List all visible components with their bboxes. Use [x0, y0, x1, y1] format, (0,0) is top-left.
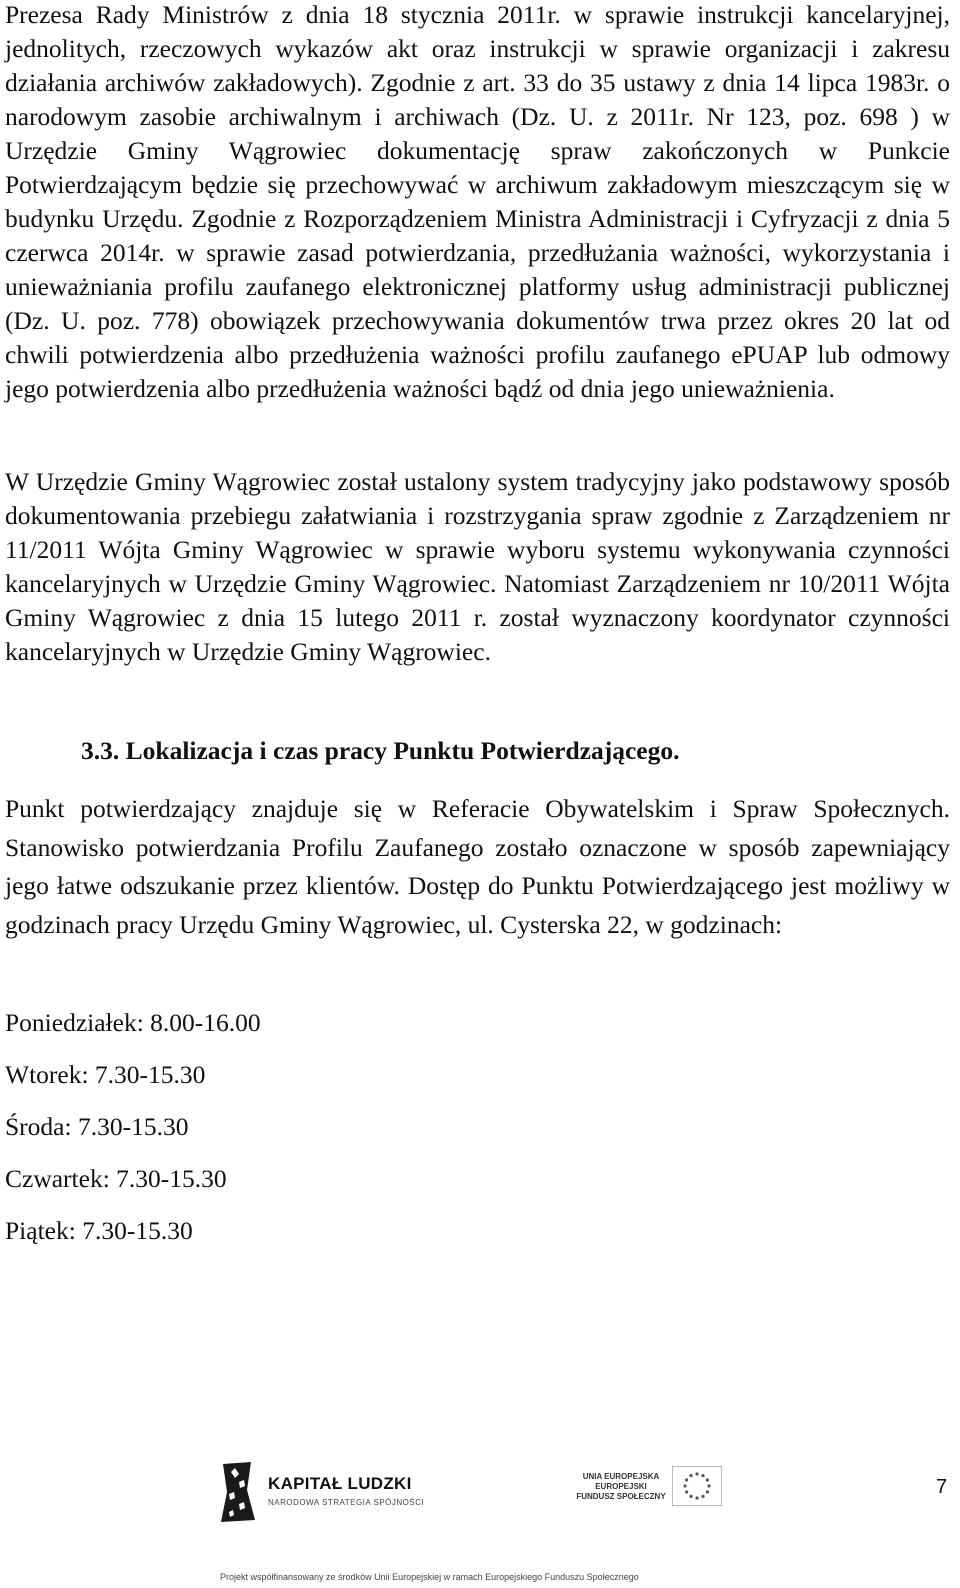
paragraph-archiving-rules: Prezesa Rady Ministrów z dnia 18 stycznia 2011r. w sprawie instrukcji kancelaryjnej, jednolitych, rzeczowych wykazów akt oraz instrukcji w sprawie organizacji i zakresu działania archiwów zakładowych). Zgodnie z art. 33 do 35 ustawy z dnia 14 lipca 1983r. o narodowym zasobie archiwalnym i archiwach (Dz. U. z 2011r. Nr 123, poz. 698 ) w Urzędzie Gminy Wągrowiec dokumentację spraw zakończonych w Punkcie Potwierdzającym będzie się przechowywać w archiwum zakładowym mieszczącym się w budynku Urzędu. Zgodnie z Rozporządzeniem Ministra Administracji i Cyfryzacji z dnia 5 czerwca 2014r. w sprawie zasad potwierdzania, przedłużania ważności, wykorzystania i unieważniania profilu zaufanego elektronicznej platformy usług administracji publicznej (Dz. U. poz. 778) obowiązek przechowywania dokumentów trwa przez okres 20 lat od chwili potwierdzenia albo przedłużenia ważności profilu zaufanego ePUAP lub odmowy jego potwierdzenia albo przedłużenia ważności bądź od dnia jego unieważnienia. [5, 0, 950, 403]
opening-hours-friday: Piątek: 7.30-15.30 [5, 1216, 193, 1245]
kapital-ludzki-logo-text: KAPITAŁ LUDZKI [268, 1474, 412, 1493]
opening-hours-tuesday: Wtorek: 7.30-15.30 [5, 1060, 206, 1089]
paragraph-location: Punkt potwierdzający znajduje się w Referacie Obywatelskim i Spraw Społecznych. Stanowisko potwierdzania Profilu Zaufanego zostało oznaczone w sposób zapewniający jego łatwe odszukanie przez klientów. Dostęp do Punktu Potwierdzającego jest możliwy w godzinach pracy Urzędu Gminy Wągrowiec, ul. Cysterska 22, w godzinach: [5, 794, 950, 939]
section-heading: 3.3. Lokalizacja i czas pracy Punktu Potwierdzającego. [81, 736, 680, 765]
opening-hours-monday: Poniedziałek: 8.00-16.00 [5, 1008, 261, 1037]
eu-logo-text: UNIA EUROPEJSKA EUROPEJSKI FUNDUSZ SPOŁECZNY [576, 1472, 666, 1501]
page-footer [0, 1450, 960, 1588]
eu-flag-icon [672, 1466, 722, 1506]
kapital-ludzki-logo-subtitle: NARODOWA STRATEGIA SPÓJNOŚCI [268, 1498, 425, 1507]
paragraph-office-system: W Urzędzie Gminy Wągrowiec został ustalony system tradycyjny jako podstawowy sposób dokumentowania przebiegu załatwiania i rozstrzygania spraw zgodnie z Zarządzeniem nr 11/2011 Wójta Gminy Wągrowiec w sprawie wyboru systemu wykonywania czynności kancelaryjnych w Urzędzie Gminy Wągrowiec. Natomiast Zarządzeniem nr 10/2011 Wójta Gminy Wągrowiec z dnia 15 lutego 2011 r. został wyznaczony koordynator czynności kancelaryjnych w Urzędzie Gminy Wągrowiec. [5, 467, 950, 666]
opening-hours-wednesday: Środa: 7.30-15.30 [5, 1112, 189, 1141]
footer-funding-note: Projekt współfinansowany ze środków Unii Europejskiej w ramach Europejskiego Funduszu Społecznego [220, 1572, 639, 1582]
kapital-ludzki-emblem-icon [217, 1460, 257, 1524]
opening-hours-thursday: Czwartek: 7.30-15.30 [5, 1164, 227, 1193]
page-number: 7 [936, 1476, 948, 1498]
